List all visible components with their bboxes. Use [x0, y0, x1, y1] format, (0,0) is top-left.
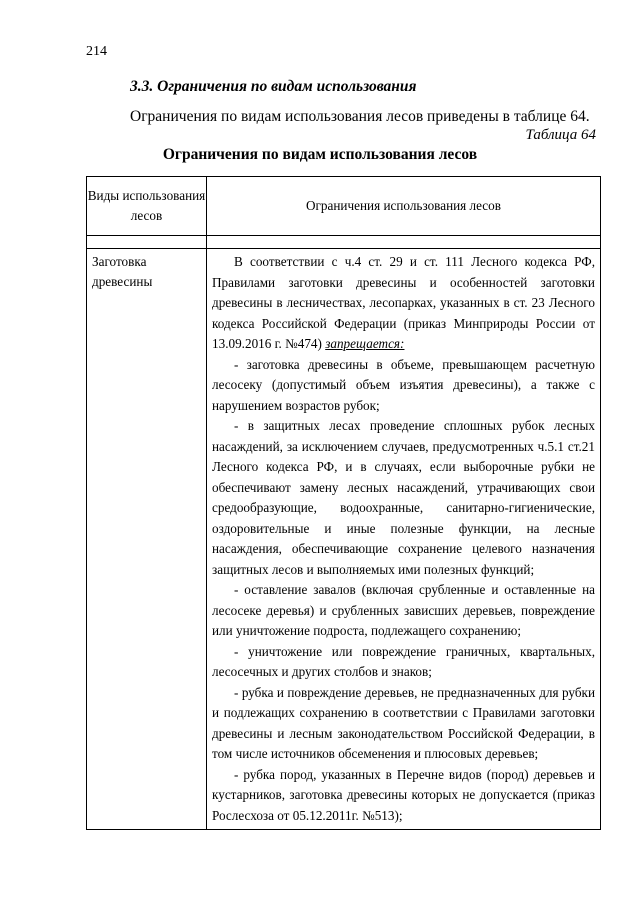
restriction-item: - в защитных лесах проведение сплошных рубок лесных насаждений, за исключением случаев, предусмотренных ч.5.1 ст.21 Лесного кодекса РФ, и в случаях, если выборочные рубки не обеспечивают замену лесных насаждений, утрачивающих свои средообразующие, водоохранные, санитарно-гигиенические, оздоровительные и иные полезные функции, на лесные насаждения, обеспечивающие сохранение целевого назначения защитных лесов и выполняемых ими полезных функций;: [212, 418, 595, 577]
restriction-item: - рубка пород, указанных в Перечне видов (пород) деревьев и кустарников, заготовка древесины которых не допускается (приказ Рослесхоза от 05.12.2011г. №513);: [212, 766, 595, 823]
restriction-item: - заготовка древесины в объеме, превышающем расчетную лесосеку (допустимый объем изъятия древесины), а также с нарушением возрастов рубок;: [212, 356, 595, 413]
spacer-cell: [87, 236, 207, 249]
restriction-item: - рубка и повреждение деревьев, не предназначенных для рубки и подлежащих сохранению в соответствии с Правилами заготовки древесины и лесным законодательством Российской Федерации, в том числе источников обсеменения и плюсовых деревьев;: [212, 684, 595, 761]
restriction-intro-text: В соответствии с ч.4 ст. 29 и ст. 111 Лесного кодекса РФ, Правилами заготовки древесины и особенностей заготовки древесины в лесничествах, лесопарках, указанных в ст. 23 Лесного кодекса Российской Федерации (приказ Минприроды России от 13.09.2016 г. №474): [212, 254, 595, 351]
restrictions-cell: [207, 249, 601, 830]
prohibited-label: запрещается:: [325, 336, 405, 351]
restrictions-table: [86, 176, 601, 830]
header-usage-type: Виды использования лесов: [87, 177, 207, 236]
restriction-item: - оставление завалов (включая срубленные и оставленные на лесосеке деревья) и срубленных зависших деревьев, повреждение или уничтожение подроста, подлежащего сохранению;: [212, 582, 595, 638]
table-title: Ограничения по видам использования лесов: [162, 146, 478, 163]
intro-paragraph: Ограничения по видам использования лесов приведены в таблице 64.: [130, 108, 590, 125]
restriction-item: - уничтожение или повреждение граничных, квартальных, лесосечных и других столбов и знаков;: [212, 643, 595, 679]
section-title: 3.3. Ограничения по видам использования: [130, 78, 417, 95]
spacer-cell: [207, 236, 601, 249]
restriction-intro: [212, 252, 595, 355]
table-spacer-row: [87, 236, 601, 249]
page-number: 214: [86, 44, 107, 59]
table-caption: Таблица 64: [525, 127, 596, 143]
table-row: [87, 249, 601, 830]
usage-type-cell: Заготовка древесины: [87, 249, 207, 830]
header-restrictions: Ограничения использования лесов: [207, 177, 601, 236]
table-header-row: [87, 177, 601, 236]
